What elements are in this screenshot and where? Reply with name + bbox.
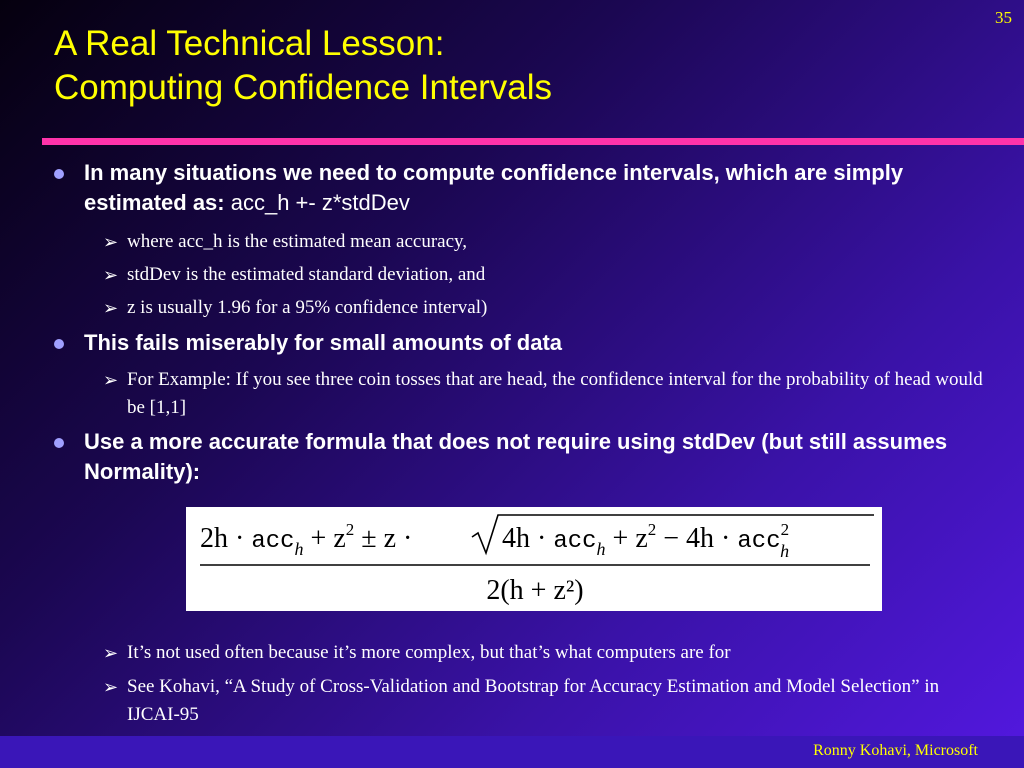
bullet-3-text: Use a more accurate formula that does not require using stdDev (but still assumes Normality):: [84, 429, 948, 484]
bullet-1: [84, 158, 964, 218]
formula-term: + z: [605, 523, 648, 554]
svg-text:2h · acch + z2 ± z ·: [200, 520, 412, 559]
sub-bullet-1-3-text: z is usually 1.96 for a 95% confidence interval): [127, 297, 488, 318]
bullet-2-text: This fails miserably for small amounts of data: [84, 330, 563, 355]
arrow-bullet-icon: ➢: [103, 232, 119, 252]
sub-bullet-3-1: [103, 639, 987, 667]
formula-term: 4h ·: [502, 523, 554, 554]
formula-exp: 2: [345, 520, 355, 539]
formula-term: ± z ·: [354, 523, 413, 554]
sub-bullet-3-2-text: See Kohavi, “A Study of Cross-Validation and Bootstrap for Accuracy Estimation and Model Selection” in IJCAI-95: [127, 676, 940, 725]
sub-bullet-1-2: [103, 261, 987, 289]
bullet-1-formula-text: acc_h +- z*stdDev: [224, 190, 410, 215]
bullet-dot-icon: [54, 438, 64, 448]
sub-bullet-1-1: [103, 228, 987, 256]
bullet-3: [84, 427, 964, 487]
formula-denominator: 2(h + z²): [486, 575, 584, 606]
formula-acc: acc: [553, 528, 597, 555]
arrow-bullet-icon: ➢: [103, 370, 119, 390]
title-line-2: Computing Confidence Intervals: [54, 68, 553, 107]
slide-title: [54, 22, 552, 110]
formula-term: + z: [303, 523, 346, 554]
bullet-1-text: In many situations we need to compute confidence intervals, which are simply estimated as:: [84, 160, 904, 215]
formula-exp: 2: [647, 520, 657, 539]
sub-bullet-1-1-text: where acc_h is the estimated mean accuracy,: [127, 231, 468, 252]
arrow-bullet-icon: ➢: [103, 643, 119, 663]
slide-footer: Ronny Kohavi, Microsoft: [813, 742, 978, 759]
sub-bullet-1-2-text: stdDev is the estimated standard deviation, and: [127, 264, 486, 285]
title-divider: [42, 138, 1024, 145]
sub-bullet-3-1-text: It’s not used often because it’s more complex, but that’s what computers are for: [127, 642, 731, 663]
arrow-bullet-icon: ➢: [103, 265, 119, 285]
title-line-1: A Real Technical Lesson:: [54, 24, 445, 63]
arrow-bullet-icon: ➢: [103, 677, 119, 697]
sub-bullet-2-1: [103, 366, 987, 422]
formula-sub-h: h: [780, 541, 790, 561]
bullet-dot-icon: [54, 339, 64, 349]
formula-acc: acc: [737, 528, 781, 555]
svg-text:4h · acch + z2 − 4h · acc2h: [502, 520, 789, 561]
formula-sub-h: h: [596, 539, 606, 559]
formula-exp: 2: [780, 520, 790, 539]
sub-bullet-3-2: [103, 673, 987, 729]
formula-term: − 4h ·: [656, 523, 738, 554]
formula-sub-h: h: [294, 539, 304, 559]
sub-bullet-1-3: [103, 294, 987, 322]
formula-acc: acc: [251, 528, 295, 555]
arrow-bullet-icon: ➢: [103, 298, 119, 318]
slide-number: 35: [995, 8, 1012, 27]
formula-term: 2h ·: [200, 523, 252, 554]
bullet-2: [84, 328, 964, 358]
sub-bullet-2-1-text: For Example: If you see three coin tosses that are head, the confidence interval for the probability of head would be [1,1]: [127, 369, 983, 418]
bullet-dot-icon: [54, 169, 64, 179]
confidence-interval-formula: [186, 507, 882, 611]
